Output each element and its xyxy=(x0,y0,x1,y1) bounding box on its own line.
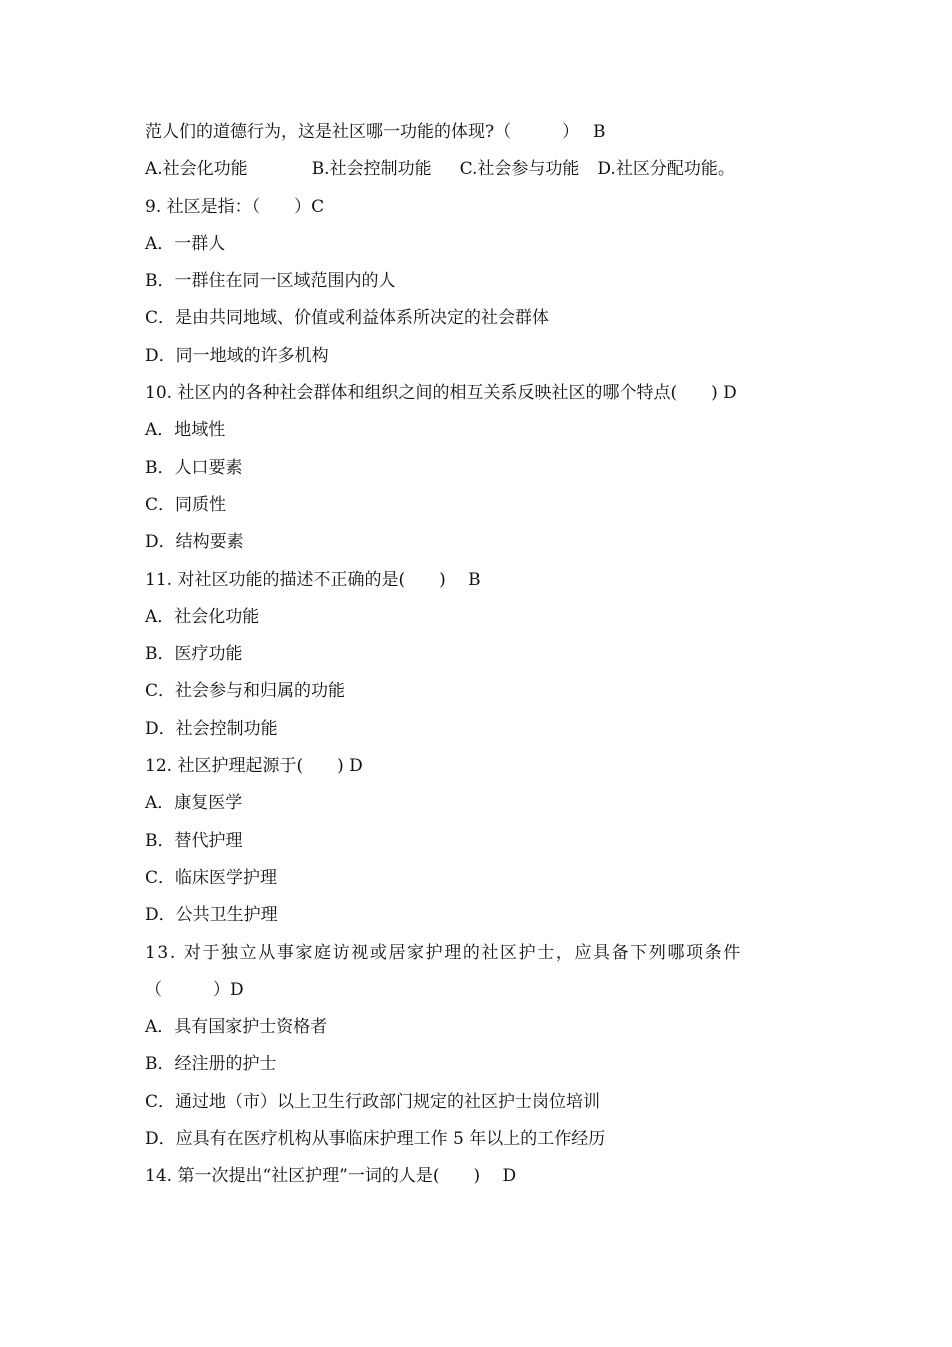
option-c: C．同质性 xyxy=(145,494,227,515)
question-12-stem: 12. 社区护理起源于( ) D xyxy=(145,756,363,777)
option-b: B．经注册的护士 xyxy=(145,1054,277,1075)
option-d: D．结构要素 xyxy=(145,532,244,553)
option-a: A．康复医学 xyxy=(145,793,243,814)
option-a: A．地域性 xyxy=(145,420,226,441)
question-list xyxy=(145,114,815,1196)
option-d: D．应具有在医疗机构从事临床护理工作 5 年以上的工作经历 xyxy=(145,1129,606,1150)
question-9-stem: 9. 社区是指：（ ）C xyxy=(145,196,325,217)
question-10-stem: 10. 社区内的各种社会群体和组织之间的相互关系反映社区的哪个特点( ) D xyxy=(145,383,737,404)
option-a: A．具有国家护士资格者 xyxy=(145,1017,328,1038)
option-b: B．替代护理 xyxy=(145,830,243,851)
option-b: B．一群住在同一区域范围内的人 xyxy=(145,271,396,292)
option-d: D．公共卫生护理 xyxy=(145,905,278,926)
option-d: D．社会控制功能 xyxy=(145,718,278,739)
option-d: D.社区分配功能。 xyxy=(597,159,735,180)
option-a: A．一群人 xyxy=(145,233,226,254)
option-b: B．医疗功能 xyxy=(145,644,243,665)
question-13-stem-continued: （ ）D xyxy=(145,979,244,1000)
option-c: C．临床医学护理 xyxy=(145,867,278,888)
option-a: A．社会化功能 xyxy=(145,606,260,627)
question-11-stem: 11. 对社区功能的描述不正确的是( ) B xyxy=(145,569,481,590)
question-14-stem: 14. 第一次提出“社区护理”一词的人是( ) D xyxy=(145,1166,517,1187)
option-c: C．通过地（市）以上卫生行政部门规定的社区护士岗位培训 xyxy=(145,1091,601,1112)
option-d: D．同一地域的许多机构 xyxy=(145,345,329,366)
option-c: C．是由共同地域、价值或利益体系所决定的社会群体 xyxy=(145,308,550,329)
option-c: C．社会参与和归属的功能 xyxy=(145,681,346,702)
question-8-tail: 范人们的道德行为，这是社区哪一功能的体现?（ ） B xyxy=(145,122,606,142)
question-13-stem: 13. 对于独立从事家庭访视或居家护理的社区护士，应具备下列哪项条件 xyxy=(145,942,742,963)
option-b: B.社会控制功能 xyxy=(311,159,432,180)
option-a: A.社会化功能 xyxy=(145,159,248,180)
question-8-options xyxy=(145,151,815,188)
option-c: C.社会参与功能 xyxy=(459,159,580,180)
option-b: B．人口要素 xyxy=(145,457,243,478)
